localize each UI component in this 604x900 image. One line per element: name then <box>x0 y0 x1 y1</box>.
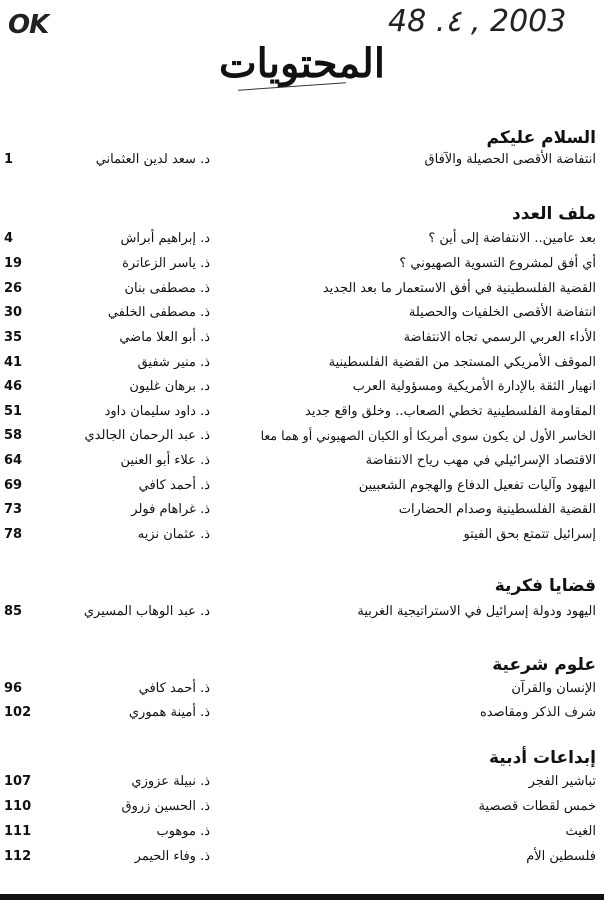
page-number: 69 <box>4 478 23 493</box>
page-number: 102 <box>4 705 32 720</box>
article-author: د. سعد لدين العثماني <box>95 152 210 167</box>
article-title: الخاسر الأول لن يكون سوى أمريكا أو الكيان الصهيوني أو هما معا <box>260 428 596 443</box>
article-author: د. داود سليمان داود <box>104 404 210 419</box>
handwritten-ok-mark: OK <box>8 10 49 40</box>
article-author: ذ. أبو العلا ماضي <box>119 330 210 345</box>
page-number: 64 <box>4 453 23 468</box>
article-title: المقاومة الفلسطينية تخطي الصعاب.. وخلق واقع جديد <box>305 404 596 419</box>
article-title: انتفاضة الأقصى الحصيلة والآفاق <box>424 152 596 167</box>
page-number: 19 <box>4 256 23 271</box>
article-author: ذ. أحمد كافي <box>138 681 210 696</box>
article-author: د. إبراهيم أبراش <box>120 231 210 246</box>
article-author: د. عبد الوهاب المسيري <box>83 604 210 619</box>
section-heading: ملف العدد <box>512 204 596 224</box>
article-author: ذ. وفاء الحيمر <box>134 849 210 864</box>
article-title: فلسطين الأم <box>526 849 596 864</box>
article-author: ذ. نبيلة عزوزي <box>131 774 210 789</box>
article-author: ذ. عبد الرحمان الجالدي <box>84 428 210 443</box>
article-author: ذ. موهوب <box>156 824 210 839</box>
toc-row[interactable] <box>0 525 604 549</box>
toc-row[interactable] <box>0 279 604 303</box>
toc-row[interactable] <box>0 602 604 626</box>
toc-row[interactable] <box>0 476 604 500</box>
handwritten-date: 48 .٤ , 2003 <box>388 4 567 39</box>
page-title: المحتويات <box>219 40 385 87</box>
article-author: ذ. غراهام فولر <box>131 502 210 517</box>
page-number: 30 <box>4 305 23 320</box>
bottom-border <box>0 894 604 900</box>
article-title: تباشير الفجر <box>528 774 596 789</box>
article-title: انتفاضة الأقصى الخلفيات والحصيلة <box>408 305 596 320</box>
toc-row[interactable] <box>0 426 604 450</box>
toc-row[interactable] <box>0 847 604 871</box>
article-title: بعد عامين.. الانتفاضة إلى أين ؟ <box>428 231 596 246</box>
article-author: ذ. الحسين زروق <box>121 799 210 814</box>
article-title: القضية الفلسطينية وصدام الحضارات <box>398 502 596 517</box>
section-heading: السلام عليكم <box>486 128 596 148</box>
toc-row[interactable] <box>0 377 604 401</box>
article-author: ذ. عثمان نزيه <box>137 527 210 542</box>
page-number: 96 <box>4 681 23 696</box>
article-title: اليهود ودولة إسرائيل في الاستراتيجية الغربية <box>357 604 596 619</box>
article-title: الغيث <box>565 824 596 839</box>
article-title: الأداء العربي الرسمي تجاه الانتفاضة <box>403 330 596 345</box>
article-title: شرف الذكر ومقاصده <box>479 705 596 720</box>
page-number: 1 <box>4 152 14 167</box>
toc-row[interactable] <box>0 150 604 174</box>
article-author: ذ. مصطفى الخلفي <box>107 305 210 320</box>
toc-row[interactable] <box>0 229 604 253</box>
page-number: 73 <box>4 502 23 517</box>
toc-row[interactable] <box>0 772 604 796</box>
page-number: 4 <box>4 231 14 246</box>
page-number: 35 <box>4 330 23 345</box>
toc-row[interactable] <box>0 402 604 426</box>
article-author: ذ. منير شفيق <box>137 355 210 370</box>
section-heading: إبداعات أدبية <box>488 748 596 768</box>
page-number: 41 <box>4 355 23 370</box>
article-title: الموقف الأمريكي المستجد من القضية الفلسطينية <box>328 355 596 370</box>
page-number: 85 <box>4 604 23 619</box>
toc-row[interactable] <box>0 500 604 524</box>
article-author: د. برهان غليون <box>129 379 210 394</box>
page-number: 26 <box>4 281 23 296</box>
toc-row[interactable] <box>0 822 604 846</box>
article-author: ذ. مصطفى بنان <box>124 281 210 296</box>
article-title: الاقتصاد الإسرائيلي في مهب رياح الانتفاضة <box>365 453 596 468</box>
page-number: 58 <box>4 428 23 443</box>
page-number: 78 <box>4 527 23 542</box>
page-number: 110 <box>4 799 32 814</box>
toc-row[interactable] <box>0 353 604 377</box>
toc-row[interactable] <box>0 328 604 352</box>
toc-row[interactable] <box>0 679 604 703</box>
article-title: انهيار الثقة بالإدارة الأمريكية ومسؤولية العرب <box>352 379 596 394</box>
article-author: ذ. علاء أبو العنين <box>120 453 210 468</box>
toc-row[interactable] <box>0 451 604 475</box>
article-title: أي أفق لمشروع التسوية الصهيوني ؟ <box>399 256 596 271</box>
page-number: 112 <box>4 849 32 864</box>
toc-row[interactable] <box>0 703 604 727</box>
article-title: خمس لقطات قصصية <box>478 799 596 814</box>
page-number: 107 <box>4 774 32 789</box>
section-heading: علوم شرعية <box>492 655 596 675</box>
toc-row[interactable] <box>0 303 604 327</box>
article-title: اليهود وآليات تفعيل الدفاع والهجوم الشعبيين <box>358 478 596 493</box>
article-title: القضية الفلسطينية في أفق الاستعمار ما بعد الجديد <box>322 281 596 296</box>
article-title: الإنسان والقرآن <box>511 681 596 696</box>
article-author: ذ. أحمد كافي <box>138 478 210 493</box>
page-number: 46 <box>4 379 23 394</box>
article-author: ذ. ياسر الزعاترة <box>122 256 210 271</box>
article-author: ذ. أمينة هموري <box>128 705 210 720</box>
toc-row[interactable] <box>0 254 604 278</box>
toc-row[interactable] <box>0 797 604 821</box>
page-number: 51 <box>4 404 23 419</box>
page-number: 111 <box>4 824 32 839</box>
article-title: إسرائيل تتمتع بحق الفيتو <box>463 527 596 542</box>
section-heading: قضايا فكرية <box>494 576 596 596</box>
